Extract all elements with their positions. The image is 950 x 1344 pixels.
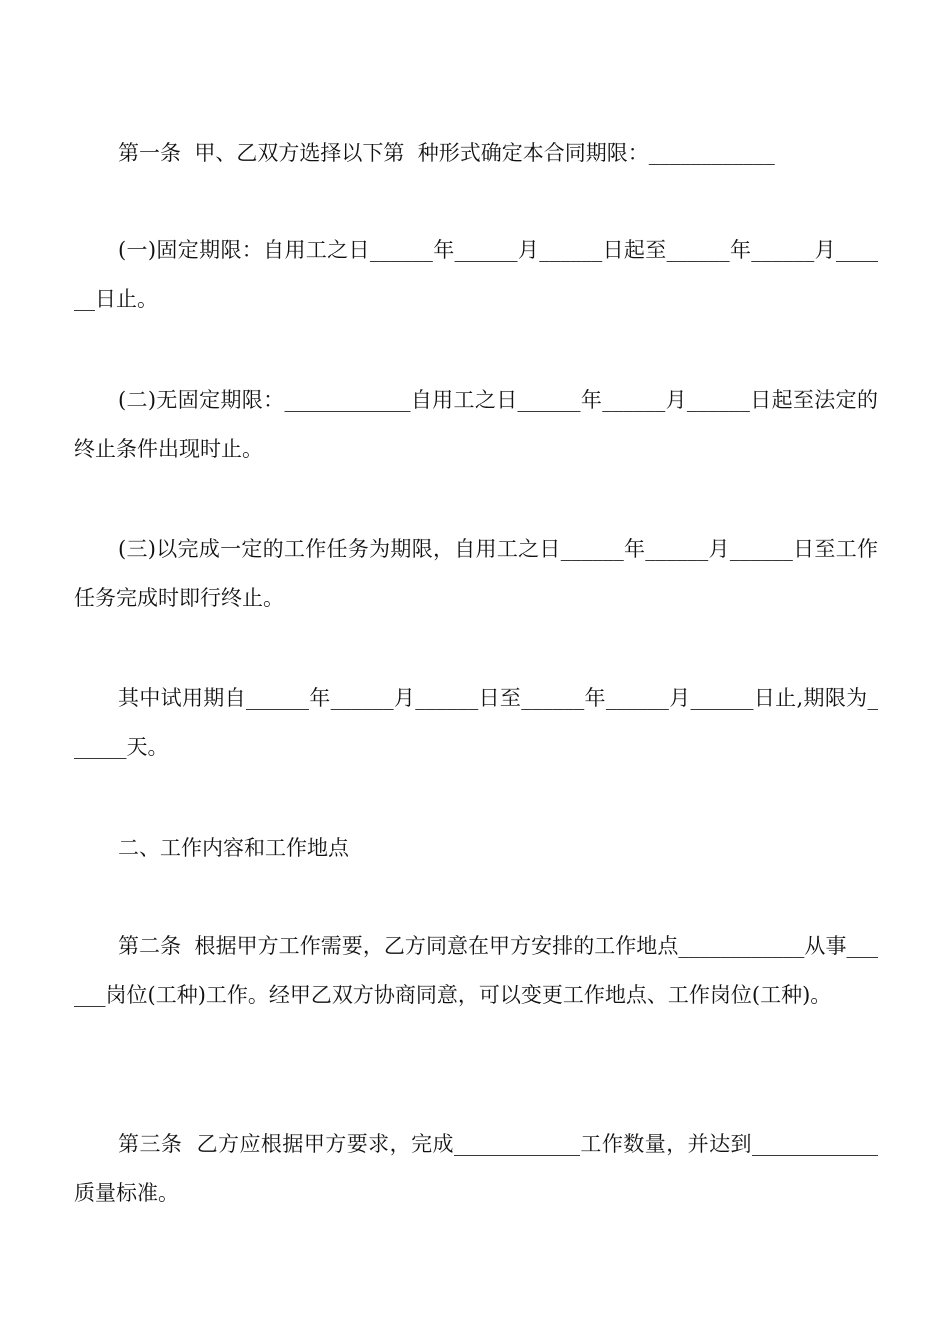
article-1-contract-term: 第一条 甲、乙双方选择以下第 种形式确定本合同期限：____________ — [118, 141, 775, 165]
section-heading-work-content-location: 二、工作内容和工作地点 — [118, 836, 349, 860]
clause-task-based-term: (三)以完成一定的工作任务为期限，自用工之日______年______月______日至工作任务完成时即行终止。 — [74, 537, 878, 610]
article-3-work-quantity-quality: 第三条 乙方应根据甲方要求，完成____________工作数量，并达到____________质量标准。 — [74, 1132, 878, 1205]
article-2-work-location-position: 第二条 根据甲方工作需要，乙方同意在甲方安排的工作地点____________从事______岗位(工种)工作。经甲乙双方协商同意，可以变更工作地点、工作岗位(工种)。 — [74, 934, 878, 1007]
clause-probation-period: 其中试用期自______年______月______日至______年______月______日止,期限为______天。 — [74, 686, 878, 759]
clause-open-ended-term: (二)无固定期限：____________自用工之日______年______月______日起至法定的终止条件出现时止。 — [74, 388, 878, 461]
clause-fixed-term: (一)固定期限：自用工之日______年______月______日起至______年______月______日止。 — [74, 238, 878, 311]
